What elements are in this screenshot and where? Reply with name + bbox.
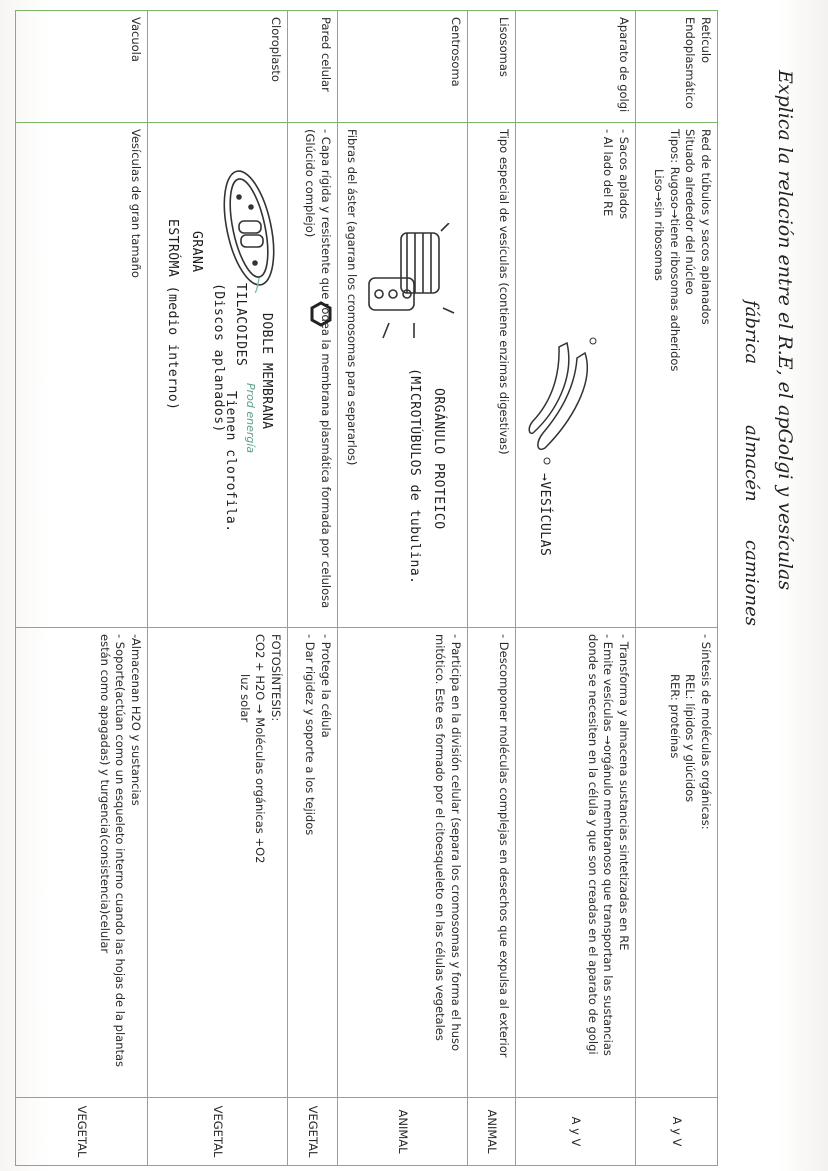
organelle-name: Pared celular — [288, 11, 338, 123]
discs-note: (Discos aplanados) — [211, 283, 226, 433]
table-row — [16, 11, 148, 1166]
organelle-function — [148, 628, 288, 1098]
desc-line: - Sacos aplados — [617, 129, 631, 220]
organelle-name: Lisosomas — [468, 11, 516, 123]
func-line: - Transforma y almacena sustancias sintetizadas en RE — [617, 634, 631, 951]
organelle-function — [516, 628, 636, 1098]
chloroplast-drawing — [209, 163, 279, 293]
organelle-description: Vesículas de gran tamaño — [16, 123, 148, 628]
organelle-description — [148, 123, 288, 628]
table-row — [636, 11, 718, 1166]
desc-line: - Capa rígida y resistente que rodea la membrana plasmática formada por celulosa (Glúcido complejo) — [303, 129, 333, 609]
table-row — [338, 11, 468, 1166]
organelle-description: Tipo especial de vesículas (contiene enzimas digestivas) — [468, 123, 516, 628]
table-row — [148, 11, 288, 1166]
desc-line: - Al lado del RE — [601, 129, 616, 217]
func-line: - Emite vesículas →orgánulo membranoso que transportan las sustancias donde se necesiten en la célula y que son creadas en el aparato de golgi — [585, 634, 616, 1056]
cell-type: VEGETAL — [16, 1098, 148, 1166]
func-line: luz solar — [237, 674, 252, 723]
hexagon-icon — [310, 301, 332, 327]
table-row — [288, 11, 338, 1166]
organelle-table — [15, 10, 718, 1166]
cell-type: A y V — [636, 1098, 718, 1166]
desc-line: Tipos: Rugoso→tiene ribosomas adheridos — [667, 129, 682, 372]
energy-note: Prod energía — [244, 383, 257, 454]
handwritten-question: Explica la relación entre el R.E, el apGolgi y vesículas — [774, 70, 796, 591]
vesicles-label: →VESÍCULAS — [537, 473, 552, 557]
desc-line: Liso→sin ribosomas — [652, 169, 667, 281]
cell-type: A y V — [516, 1098, 636, 1166]
stroma-note: ESTRÓMA (medio interno) — [165, 219, 180, 411]
annotation-word: almacén — [741, 425, 762, 502]
annotation-word: camiones — [741, 540, 762, 626]
organelle-name: Centrosoma — [338, 11, 468, 123]
func-line: - Síntesis de moléculas orgánicas: — [699, 634, 713, 830]
organelle-function: - Participa en la división celular (separa los cromosomas y forma el huso mitótico. Este es formado por el citoesqueleto en las células vegetales — [338, 628, 468, 1098]
cell-type: VEGETAL — [288, 1098, 338, 1166]
cell-type: ANIMAL — [468, 1098, 516, 1166]
cell-type: ANIMAL — [338, 1098, 468, 1166]
desc-line: Situado alrededor del núcleo — [683, 129, 698, 295]
func-line: -Almacenan H2O y sustancias — [129, 634, 143, 806]
desc-line: Fibras del áster (agarran los cromosomas para separarlos) — [345, 129, 359, 466]
organelle-name: Aparato de golgi — [516, 11, 636, 123]
func-line: FOTOSÍNTESIS: — [269, 634, 283, 722]
func-line: - Dar rigidez y soporte a los tejidos — [303, 634, 318, 836]
organelle-description — [516, 123, 636, 628]
desc-line: Red de túbulos y sacos aplanados — [699, 129, 713, 325]
func-line: REL: lípidos y glúcidos — [683, 674, 698, 803]
table-row — [516, 11, 636, 1166]
func-line: - Protege la célula — [319, 634, 333, 738]
func-line: - Soporte(actúan como un esqueleto interno cuando las hojas de la plantas están como apagadas) y turgencia(consistencia)celular — [97, 634, 128, 1068]
double-membrane-note: DOBLE MEMBRANA — [259, 313, 274, 430]
golgi-drawing — [525, 333, 605, 483]
table-row — [468, 11, 516, 1166]
organelle-name: Retículo Endoplasmático — [636, 11, 718, 123]
func-line: CO2 + H2O → Moléculas orgánicas +O2 — [253, 634, 268, 864]
func-line: RER: proteínas — [667, 674, 682, 759]
organelle-function — [636, 628, 718, 1098]
organelle-function — [288, 628, 338, 1098]
centrosome-note: (MICROTÚBULOS de tubulina. — [407, 368, 422, 585]
centrosome-note: ORGÁNULO PROTEICO — [431, 388, 446, 530]
organelle-function — [16, 628, 148, 1098]
organelle-name: Cloroplasto — [148, 11, 288, 123]
organelle-name: Vacuola — [16, 11, 148, 123]
organelle-description — [636, 123, 718, 628]
organelle-description — [338, 123, 468, 628]
organelle-function: - Descomponer moléculas complejas en desechos que expulsa al exterior — [468, 628, 516, 1098]
chlorophyll-note: Tienen clorofila. — [223, 391, 238, 533]
cell-type: VEGETAL — [148, 1098, 288, 1166]
thylakoid-note: TILACOIDES — [233, 283, 248, 367]
grana-note: GRANA — [189, 231, 204, 273]
centrosome-drawing — [364, 223, 459, 353]
annotation-word: fábrica — [741, 300, 762, 365]
organelle-description — [288, 123, 338, 628]
